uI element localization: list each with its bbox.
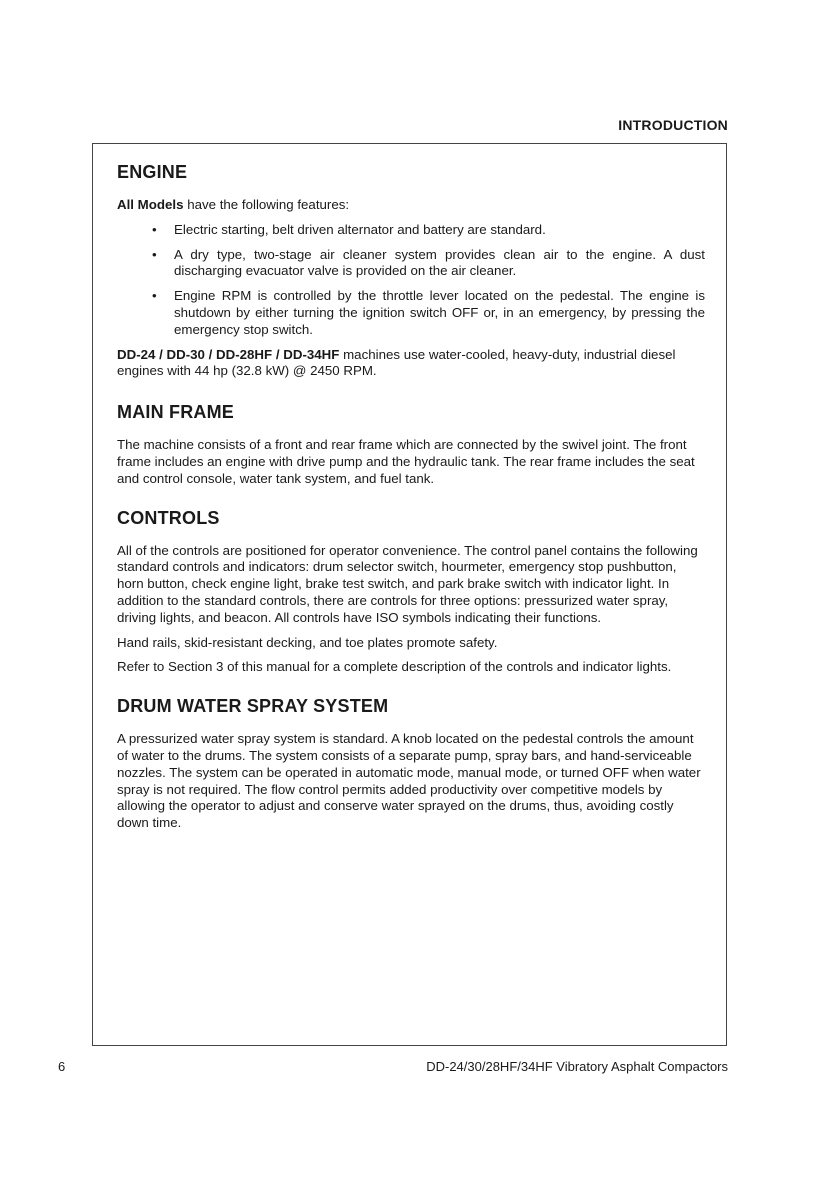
content-body bbox=[117, 162, 705, 852]
bullet-icon: • bbox=[152, 221, 157, 237]
controls-heading: CONTROLS bbox=[117, 507, 220, 528]
engine-models-bold: DD-24 / DD-30 / DD-28HF / DD-34HF bbox=[117, 346, 340, 362]
bullet-icon: • bbox=[152, 246, 157, 262]
engine-section bbox=[117, 162, 705, 380]
engine-heading: ENGINE bbox=[117, 162, 188, 182]
controls-paragraph: All of the controls are positioned for operator convenience. The control panel contains the following standard controls and indicators: drum selector switch, hourmeter, emergency stop pushbutton, horn button, check engine light, brake test switch, and park brake switch with indicator light. In addition to the standard controls, there are controls for three options: pressurized water spray, driving lights, and beacon. All controls have ISO symbols indicating their functions. bbox=[117, 542, 698, 625]
bullet-icon: • bbox=[152, 288, 157, 304]
engine-intro-bold: All Models bbox=[117, 197, 184, 212]
drum-water-text: A pressurized water spray system is standard. A knob located on the pedestal controls the amount of water to the drums. The system consists of a separate pump, spray bars, and hand-serviceable nozzles. The system can be operated in automatic mode, manual mode, or turned OFF when water spray is not required. The flow control permits added productivity over competitive models by allowing the operator to adjust and conserve water sprayed on the drums, thus, avoiding costly down time. bbox=[117, 731, 701, 831]
controls-section bbox=[117, 508, 705, 677]
controls-paragraph: Hand rails, skid-resistant decking, and toe plates promote safety. bbox=[117, 634, 498, 650]
main-frame-section bbox=[117, 402, 705, 487]
page-number: 6 bbox=[58, 1059, 66, 1074]
list-item bbox=[117, 288, 705, 338]
list-item bbox=[117, 247, 705, 281]
main-frame-heading: MAIN FRAME bbox=[117, 402, 234, 423]
document-title: DD-24/30/28HF/34HF Vibratory Asphalt Compactors bbox=[426, 1059, 728, 1074]
list-item-text: Electric starting, belt driven alternator and battery are standard. bbox=[174, 221, 546, 237]
drum-water-section bbox=[117, 696, 705, 832]
drum-water-heading: DRUM WATER SPRAY SYSTEM bbox=[117, 696, 389, 717]
engine-intro bbox=[117, 197, 705, 214]
list-item bbox=[117, 222, 705, 239]
main-frame-text: The machine consists of a front and rear frame which are connected by the swivel joint. The front frame includes an engine with drive pump and the hydraulic tank. The rear frame includes the seat and control console, water tank system, and fuel tank. bbox=[117, 437, 695, 486]
engine-feature-list bbox=[117, 222, 705, 339]
section-header: INTRODUCTION bbox=[618, 117, 728, 133]
content-frame bbox=[92, 143, 727, 1046]
list-item-text: Engine RPM is controlled by the throttle lever located on the pedestal. The engine is shutdown by either turning the ignition switch OFF or, in an emergency, by pressing the emergency stop switch. bbox=[174, 288, 705, 337]
list-item-text: A dry type, two-stage air cleaner system provides clean air to the engine. A dust discharging evacuator valve is provided on the air cleaner. bbox=[174, 246, 705, 279]
engine-models-text bbox=[117, 347, 705, 381]
engine-models-rest: machines use water-cooled, heavy-duty, industrial diesel engines with 44 hp (32.8 kW) @ 2450 RPM. bbox=[117, 346, 676, 379]
controls-paragraph: Refer to Section 3 of this manual for a complete description of the controls and indicator lights. bbox=[117, 659, 672, 675]
engine-intro-rest: have the following features: bbox=[183, 197, 350, 212]
